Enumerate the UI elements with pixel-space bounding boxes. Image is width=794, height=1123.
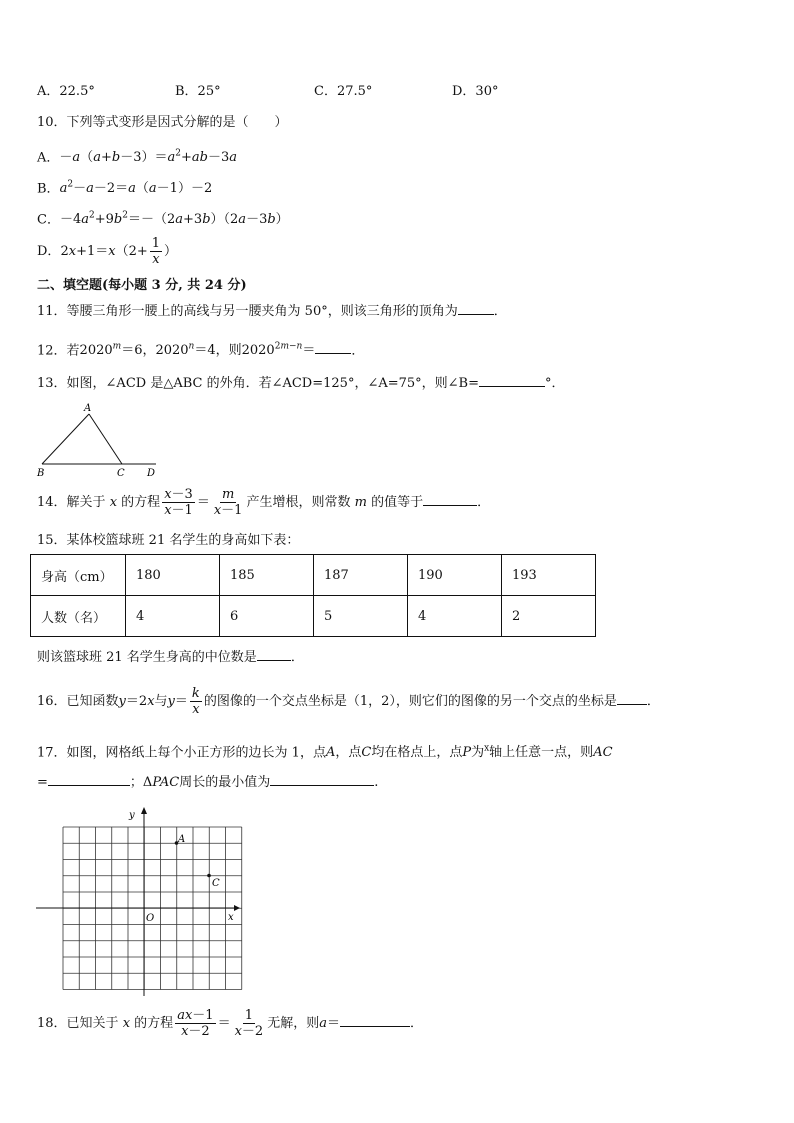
- q9-option-d: D．30°: [452, 84, 499, 99]
- q16-prefix: 16．已知函数: [37, 694, 119, 709]
- q16-mid: 与: [154, 694, 168, 709]
- table-cell: 6: [220, 596, 314, 637]
- q15-after: 则该篮球班 21 名学生身高的中位数是: [37, 650, 257, 665]
- q14-fraction-left: $\frac{x-3}{x-1}$: [164, 487, 193, 518]
- q13-segment-ab: [42, 414, 89, 464]
- q16: [37, 683, 660, 721]
- q18-var-x: x: [122, 1016, 131, 1031]
- q16-end: ．: [646, 694, 660, 709]
- table-cell: 185: [220, 555, 314, 596]
- table-header-count: 人数（名）: [31, 596, 126, 637]
- q10-c-expr: $-4a^2+9b^2=-(2a+3b)(2a-3b)$: [59, 211, 289, 228]
- q17-blank-ac[interactable]: [48, 773, 130, 786]
- q11: [37, 302, 507, 321]
- q10-stem: 10．下列等式变形是因式分解的是（ ）: [37, 115, 288, 130]
- q16-func2: y＝ $\frac{k}{x}$: [167, 686, 200, 717]
- q17-label-o: O: [146, 913, 155, 924]
- heights-table: [30, 554, 596, 637]
- q14-tail: 的值等于: [371, 495, 424, 510]
- q15-question: [37, 648, 304, 667]
- q14-end: ．: [477, 495, 491, 510]
- q9-option-c: C．27.5°: [314, 84, 373, 99]
- table-cell: 180: [126, 555, 220, 596]
- q10-option-a: [37, 145, 237, 167]
- table-cell: 187: [314, 555, 408, 596]
- q15-stem: 15．某体校篮球班 21 名学生的身高如下表：: [37, 533, 300, 548]
- q11-text: 11．等腰三角形一腰上的高线与另一腰夹角为 50°，则该三角形的顶角为: [37, 304, 458, 319]
- q17-eq: =: [37, 775, 48, 790]
- q10-c-label: C．: [37, 212, 60, 228]
- q17-label-c: C: [212, 878, 220, 889]
- q9-option-b: B．25°: [175, 84, 221, 99]
- q14-mid: 的方程: [121, 495, 161, 510]
- q18-prefix: 18．已知关于: [37, 1016, 119, 1031]
- q13-text: 13．如图，∠ACD 是△ABC 的外角．若∠ACD=125°，∠A=75°，则∠B=: [37, 376, 479, 391]
- q17-point-c: [207, 874, 211, 878]
- q10-option-d: [37, 234, 177, 270]
- q15-end: ．: [290, 650, 304, 665]
- table-header-height: 身高（cm）: [31, 555, 126, 596]
- q13-blank[interactable]: [479, 374, 545, 387]
- q17-line1: [37, 740, 613, 762]
- q14: 14．解关于 x 的方程 $\frac{x-3}{x-1}$ ＝ $\frac{m}{x-1}$ 产生增根，则常数 m 的值等于 ．: [37, 487, 491, 518]
- section-title: 二、填空题(每小题 3 分, 共 24 分): [37, 278, 247, 293]
- table-row-counts: [31, 596, 596, 637]
- q14-blank[interactable]: [423, 493, 477, 506]
- q17-end: .: [374, 775, 379, 790]
- q12: [37, 338, 364, 360]
- q12-end: ．: [351, 343, 365, 359]
- q10-b-label: B．: [37, 181, 60, 197]
- q18-fraction-left: $\frac{ax-1}{x-2}$: [177, 1008, 214, 1039]
- q17-label-y: y: [129, 810, 135, 821]
- q17-line1-expr: A，点C均在格点上，点P为$^x$轴上任意一点，则AC: [325, 744, 613, 761]
- q13-label-c: C: [117, 468, 125, 478]
- q17-tail: 周长的最小值为: [179, 775, 271, 790]
- q18-end: ．: [410, 1016, 424, 1031]
- q11-blank[interactable]: [458, 302, 494, 315]
- q10-option-c: [37, 207, 289, 229]
- q14-var-x: x: [109, 495, 118, 510]
- q14-var-m: m: [354, 495, 367, 510]
- q9-option-a: A．22.5°: [37, 84, 95, 99]
- q16-after: 的图像的一个交点坐标是（1，2），则它们的图像的另一个交点的坐标是: [203, 694, 617, 709]
- table-row-heights: [31, 555, 596, 596]
- table-cell: 2: [502, 596, 596, 637]
- q12-blank[interactable]: [315, 341, 351, 354]
- q14-after: 产生增根，则常数: [246, 495, 351, 510]
- q17-triangle-name: ΔPAC: [142, 775, 180, 790]
- q10-option-b: [37, 176, 212, 198]
- q10-d-label: D．: [37, 244, 61, 259]
- q13-end: °．: [545, 376, 565, 391]
- q12-expr: $2020^m=6$，$2020^n=4$，则$2020^{2m-n}=$: [79, 342, 316, 359]
- q10-b-expr: $a^2-a-2=a(a-1)-2$: [59, 180, 213, 197]
- q13-segment-ac: [89, 414, 122, 464]
- table-cell: 190: [408, 555, 502, 596]
- q13-label-a: A: [84, 403, 92, 414]
- table-cell: 193: [502, 555, 596, 596]
- q18-fraction-right: $\frac{1}{x-2}$: [234, 1008, 264, 1039]
- table-cell: 4: [126, 596, 220, 637]
- q10-a-label: A．: [37, 150, 60, 166]
- q17-x-arrow: [234, 905, 240, 911]
- q15-blank[interactable]: [257, 648, 291, 661]
- q16-func1: y＝2x: [118, 694, 155, 709]
- q14-fraction-right: $\frac{m}{x-1}$: [213, 487, 243, 518]
- q10-d-expr: 2x+1＝x（2+ $\frac{1}{x}$ ）: [60, 236, 178, 267]
- q18-blank[interactable]: [340, 1014, 410, 1027]
- q13-label-d: D: [147, 468, 156, 478]
- q18-var-a: a＝: [319, 1016, 340, 1031]
- q12-text: 12．若: [37, 343, 80, 359]
- q10-a-expr: $-a(a+b-3)=a^2+ab-3a$: [59, 149, 237, 166]
- q14-prefix: 14．解关于: [37, 495, 106, 510]
- q17-grid-figure: [34, 804, 244, 1000]
- q13: [37, 374, 565, 393]
- q17-y-arrow: [141, 807, 147, 814]
- q16-blank[interactable]: [617, 692, 647, 705]
- q17-label-x: x: [228, 912, 234, 923]
- q18-after: 无解，则: [267, 1016, 320, 1031]
- q17-label-a: A: [178, 834, 186, 845]
- q18-mid: 的方程: [134, 1016, 174, 1031]
- q13-label-b: B: [37, 468, 45, 478]
- q18: 18．已知关于 x 的方程 $\frac{ax-1}{x-2}$ ＝ $\frac{1}{x-2}$ 无解，则a＝ ．: [37, 1008, 424, 1039]
- q13-triangle-figure: [34, 400, 164, 478]
- q17-line1-text: 17．如图，网格纸上每个小正方形的边长为 1，点: [37, 745, 326, 761]
- table-cell: 5: [314, 596, 408, 637]
- q17-sep: ；: [129, 775, 143, 790]
- q17-blank-perimeter[interactable]: [270, 773, 374, 786]
- q11-end: ．: [493, 304, 507, 319]
- q17-line2: [37, 773, 378, 792]
- table-cell: 4: [408, 596, 502, 637]
